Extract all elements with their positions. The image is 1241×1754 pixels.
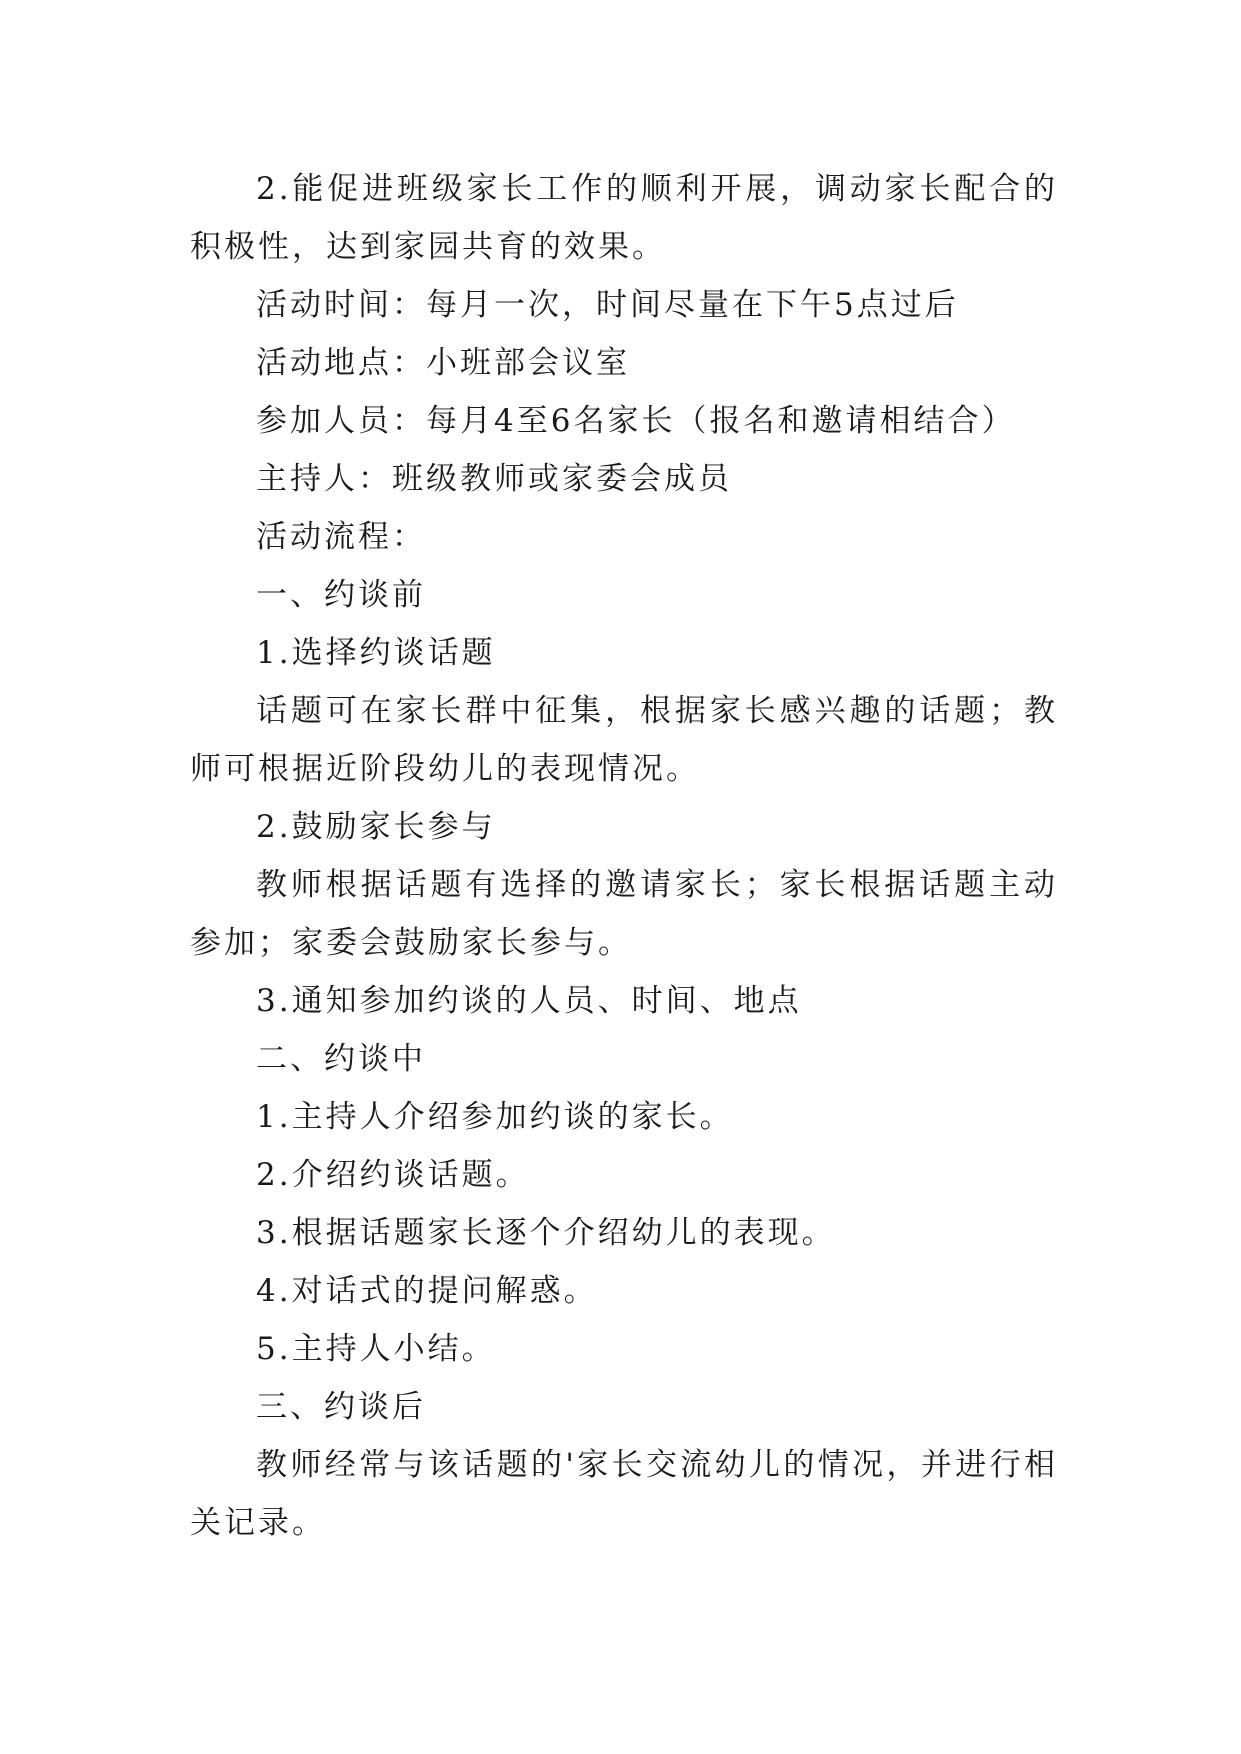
step-during-3: 3.根据话题家长逐个介绍幼儿的表现。 [256,1215,836,1251]
step-during-2: 2.介绍约谈话题。 [256,1157,530,1193]
paragraph-activity-time: 活动时间：每月一次，时间尽量在下午5点过后 [256,287,959,323]
document-body [190,160,1058,1552]
paragraph-host: 主持人：班级教师或家委会成员 [256,461,732,497]
paragraph-goal-2: 2.能促进班级家长工作的顺利开展，调动家长配合的积极性，达到家园共育的效果。 [190,171,1058,265]
step-before-2: 2.鼓励家长参与 [256,809,496,845]
step-during-1: 1.主持人介绍参加约谈的家长。 [256,1099,734,1135]
paragraph-invite-parents: 教师根据话题有选择的邀请家长；家长根据话题主动参加；家委会鼓励家长参与。 [190,867,1058,961]
paragraph-activity-location: 活动地点：小班部会议室 [256,345,630,381]
step-before-3: 3.通知参加约谈的人员、时间、地点 [256,983,802,1019]
paragraph-topic-collection: 话题可在家长群中征集，根据家长感兴趣的话题；教师可根据近阶段幼儿的表现情况。 [190,693,1058,787]
paragraph-after-followup: 教师经常与该话题的'家长交流幼儿的情况，并进行相关记录。 [190,1447,1058,1541]
paragraph-participants: 参加人员：每月4至6名家长（报名和邀请相结合） [256,403,1016,439]
section-heading-after: 三、约谈后 [256,1389,426,1425]
step-during-4: 4.对话式的提问解惑。 [256,1273,598,1309]
paragraph-process-heading: 活动流程： [256,519,426,555]
section-heading-during: 二、约谈中 [256,1041,426,1077]
step-before-1: 1.选择约谈话题 [256,635,496,671]
step-during-5: 5.主持人小结。 [256,1331,496,1367]
section-heading-before: 一、约谈前 [256,577,426,613]
